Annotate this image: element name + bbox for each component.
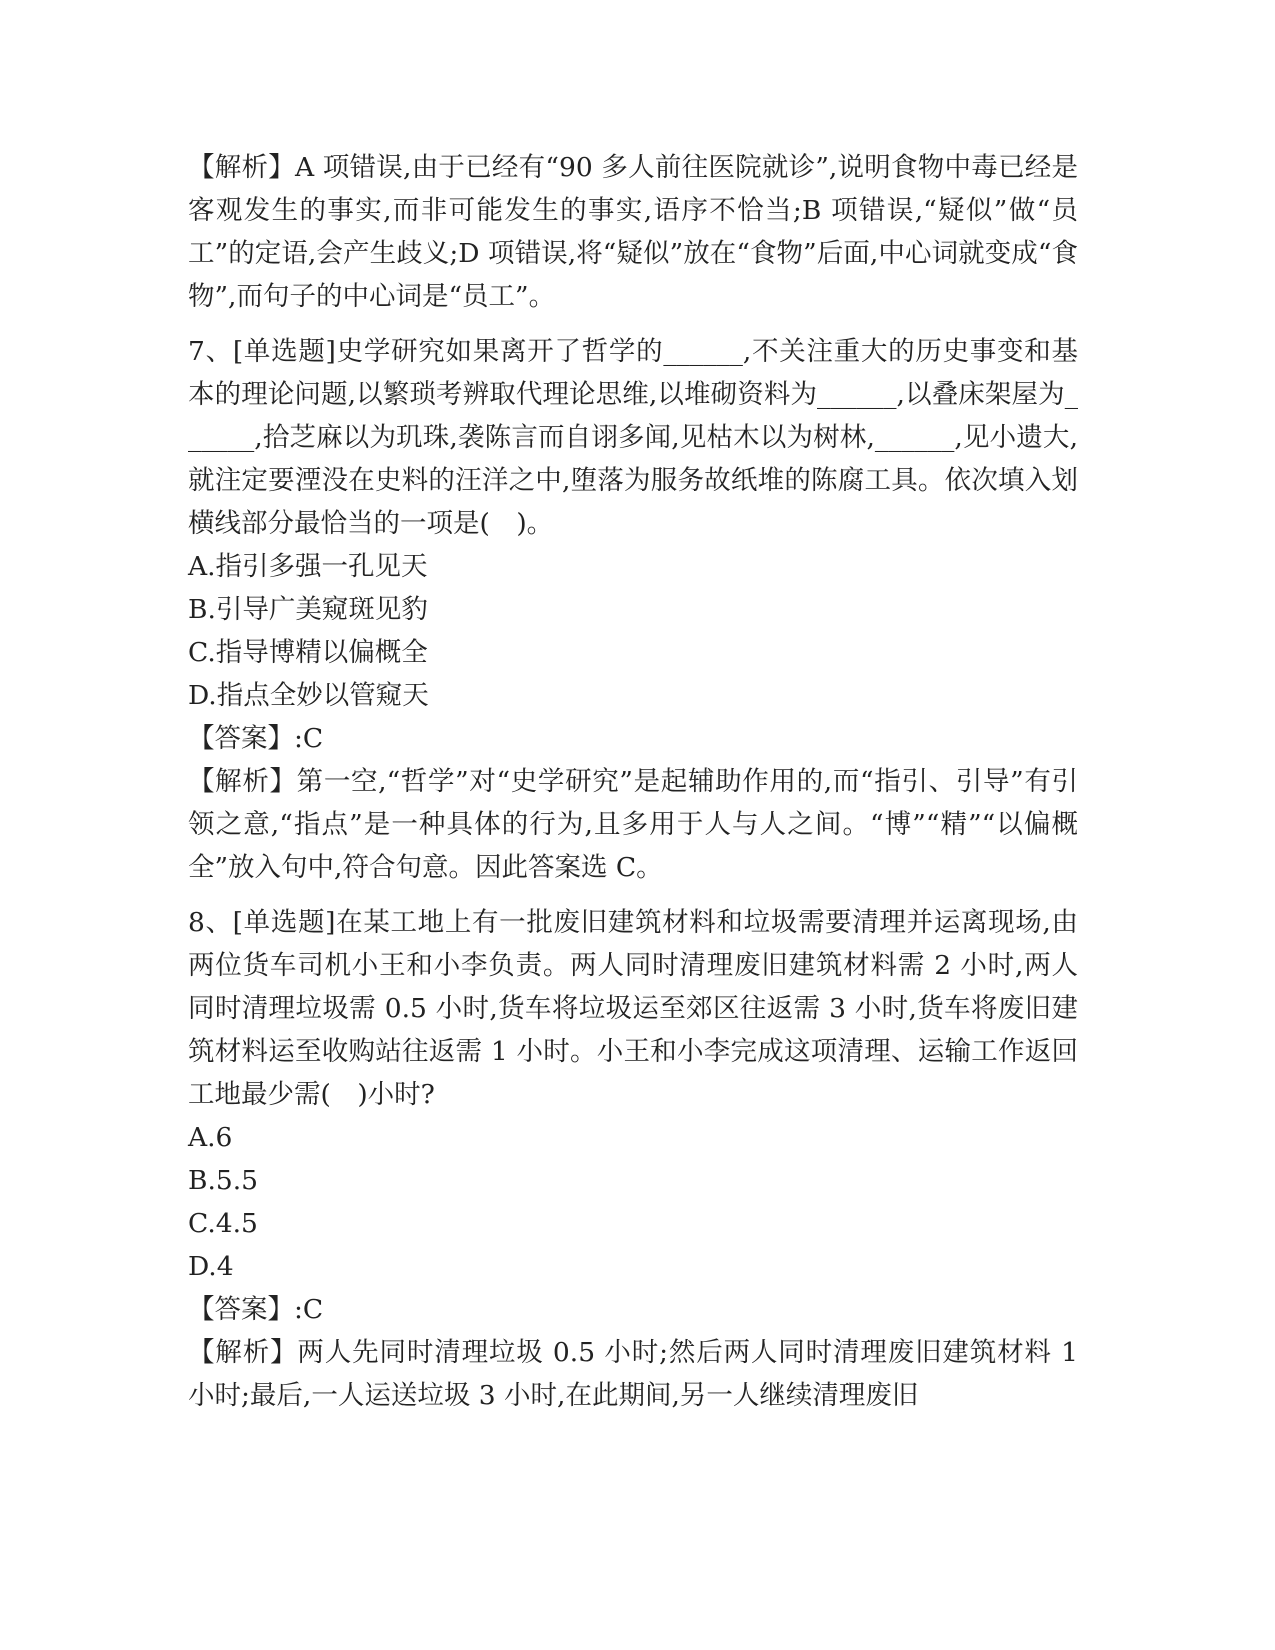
question-8-text: 8、[单选题]在某工地上有一批废旧建筑材料和垃圾需要清理并运离现场,由两位货车司机小王和小李负责。两人同时清理废旧建筑材料需 2 小时,两人同时清理垃圾需 0.5 小时,货车将垃圾运至郊区往返需 3 小时,货车将废旧建筑材料运至收购站往返需 1 小时。小王和小李完成这项清理、运输工作返回工地最少需( )小时? [188, 907, 1078, 1110]
previous-question-analysis: 【解析】A 项错误,由于已经有“90 多人前往医院就诊”,说明食物中毒已经是客观发生的事实,而非可能发生的事实,语序不恰当;B 项错误,“疑似”做“员工”的定语,会产生歧义;D 项错误,将“疑似”放在“食物”后面,中心词就变成“食物”,而句子的中心词是“员工”。 [188, 152, 1078, 312]
paragraph-gap [188, 318, 1078, 330]
question-8-option-c: C.4.5 [188, 1208, 258, 1239]
question-7-option-c: C.指导博精以偏概全 [188, 637, 428, 668]
paragraph-gap [188, 889, 1078, 901]
document-content [188, 146, 1078, 1417]
question-7-option-b: B.引导广美窥斑见豹 [188, 594, 428, 625]
question-8-option-a: A.6 [188, 1122, 233, 1153]
question-8-answer: 【答案】:C [188, 1294, 324, 1325]
question-8 [188, 901, 1078, 1417]
question-7 [188, 330, 1078, 889]
question-7-option-d: D.指点全妙以管窥天 [188, 680, 429, 711]
question-8-analysis: 【解析】两人先同时清理垃圾 0.5 小时;然后两人同时清理废旧建筑材料 1 小时;最后,一人运送垃圾 3 小时,在此期间,另一人继续清理废旧 [188, 1337, 1078, 1411]
question-8-option-b: B.5.5 [188, 1165, 259, 1196]
question-7-analysis: 【解析】第一空,“哲学”对“史学研究”是起辅助作用的,而“指引、引导”有引领之意,“指点”是一种具体的行为,且多用于人与人之间。“博”“精”“以偏概全”放入句中,符合句意。因此答案选 C。 [188, 766, 1078, 883]
question-8-option-d: D.4 [188, 1251, 234, 1282]
question-7-text: 7、[单选题]史学研究如果离开了哲学的______,不关注重大的历史事变和基本的理论问题,以繁琐考辨取代理论思维,以堆砌资料为______,以叠床架屋为______,拾芝麻以为玑珠,袭陈言而自诩多闻,见枯木以为树林,______,见小遗大,就注定要湮没在史料的汪洋之中,堕落为服务故纸堆的陈腐工具。依次填入划横线部分最恰当的一项是( )。 [188, 336, 1078, 539]
question-7-option-a: A.指引多强一孔见天 [188, 551, 428, 582]
question-7-answer: 【答案】:C [188, 723, 324, 754]
